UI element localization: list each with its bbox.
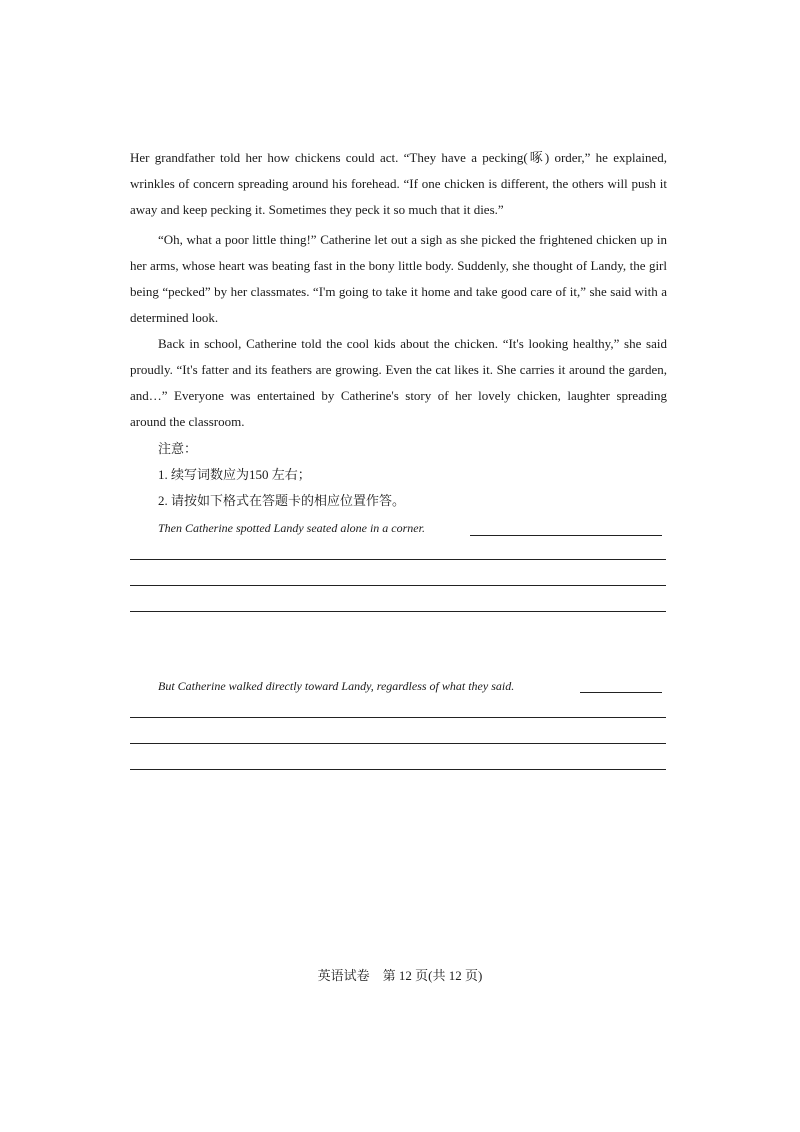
continuation-prompt-2: But Catherine walked directly toward Landy, regardless of what they said.	[158, 679, 515, 693]
continuation-prompt-1: Then Catherine spotted Landy seated alone in a corner.	[158, 521, 425, 535]
note-item-2: 2. 请按如下格式在答题卡的相应位置作答。	[158, 493, 406, 508]
answer-blank-2[interactable]	[580, 692, 662, 693]
story-paragraph-2: “Oh, what a poor little thing!” Catherine let out a sigh as she picked the frightened chicken up in her arms, whose heart was beating fast in the bony little body. Suddenly, she thought of Landy, the girl being “pecked” by her classmates. “I'm going to take it home and take good care of it,” she said with a determined look.	[130, 232, 667, 325]
answer-blank-1[interactable]	[470, 535, 662, 536]
answer-line[interactable]	[130, 769, 666, 770]
story-paragraph-1: Her grandfather told her how chickens could act. “They have a pecking(啄) order,” he explained, wrinkles of concern spreading around his forehead. “If one chicken is different, the others will push it away and keep pecking it. Sometimes they peck it so much that it dies.”	[130, 150, 667, 217]
answer-line[interactable]	[130, 717, 666, 718]
answer-line[interactable]	[130, 743, 666, 744]
answer-line[interactable]	[130, 585, 666, 586]
notes-title: 注意：	[158, 441, 198, 456]
story-paragraph-3: Back in school, Catherine told the cool kids about the chicken. “It's looking healthy,” she said proudly. “It's fatter and its feathers are growing. Even the cat likes it. She carries it around the garden, and…” Everyone was entertained by Catherine's story of her lovely chicken, laughter spreading around the classroom.	[130, 336, 667, 429]
note-item-1: 1. 续写词数应为150 左右；	[158, 467, 311, 482]
answer-line[interactable]	[130, 559, 666, 560]
answer-line[interactable]	[130, 611, 666, 612]
page-footer: 英语试卷 第 12 页(共 12 页)	[317, 968, 483, 983]
